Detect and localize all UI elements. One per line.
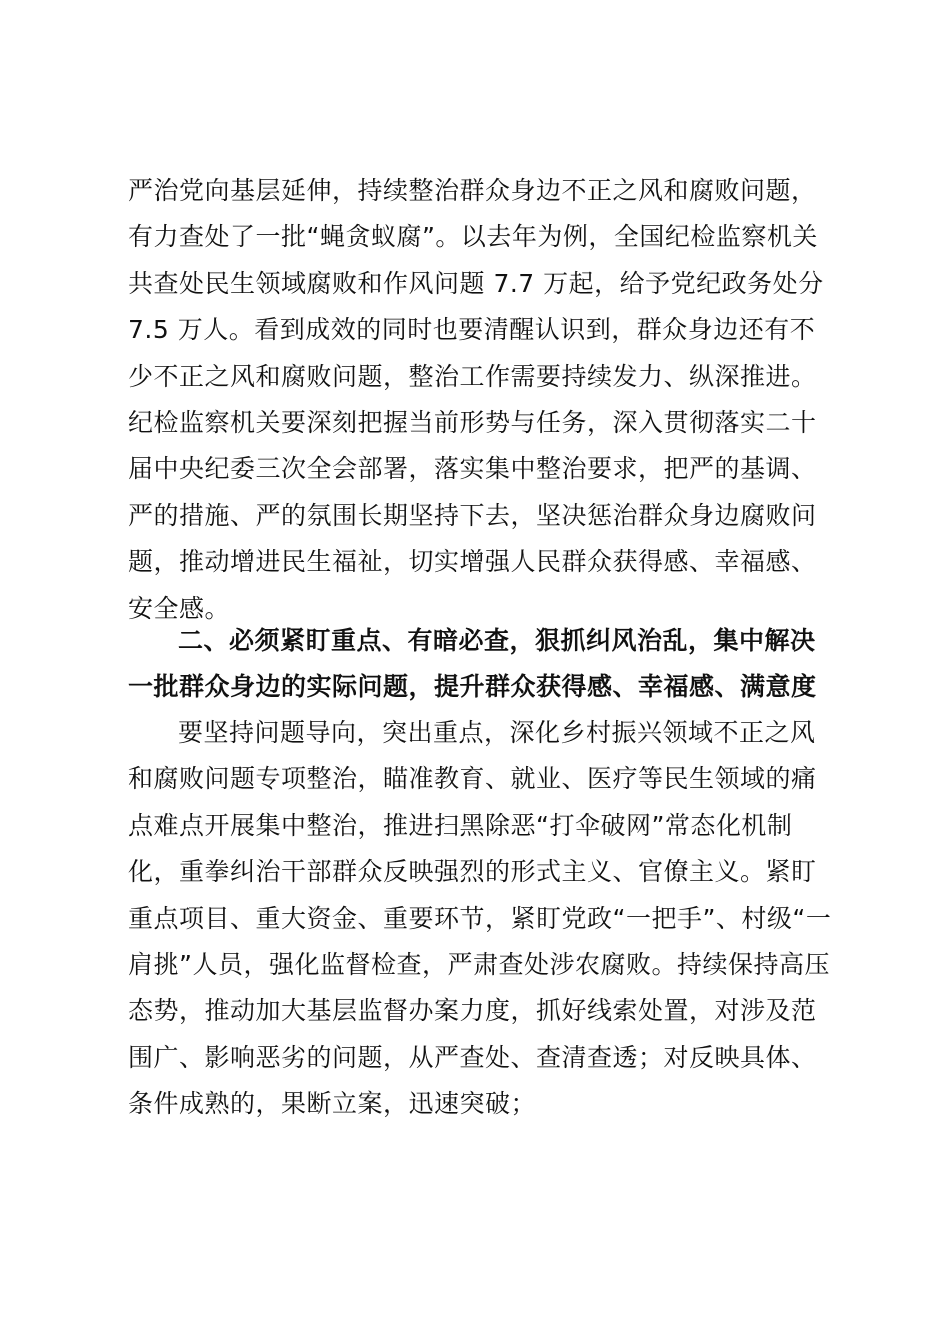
text-line: 题，推动增进民生福祉，切实增强人民群众获得感、幸福感、 [128, 547, 817, 577]
text-line: 严治党向基层延伸，持续整治群众身边不正之风和腐败问题， [128, 176, 817, 205]
text-line: 条件成熟的，果断立案，迅速突破； [128, 1089, 537, 1119]
text-line: 肩挑”人员，强化监督检查，严肃查处涉农腐败。持续保持高压 [128, 949, 830, 979]
text-line: 围广、影响恶劣的问题，从严查处、查清查透；对反映具体、 [128, 1042, 817, 1072]
text-line: 共查处民生领域腐败和作风问题 7.7 万起，给予党纪政务处分 [128, 268, 824, 298]
text-line: 有力查处了一批“蝇贪蚁腐”。以去年为例，全国纪检监察机关 [128, 222, 818, 252]
heading-line: 二、必须紧盯重点、有暗必查，狠抓纠风治乱，集中解决 [178, 626, 816, 655]
text-line: 重点项目、重大资金、重要环节，紧盯党政“一把手”、村级“一 [128, 903, 832, 933]
text-line: 7.5 万人。看到成效的同时也要清醒认识到，群众身边还有不 [128, 315, 816, 345]
text-line: 少不正之风和腐败问题，整治工作需要持续发力、纵深推进。 [128, 361, 817, 391]
text-line: 化，重拳纠治干部群众反映强烈的形式主义、官僚主义。紧盯 [128, 857, 817, 887]
text-line: 届中央纪委三次全会部署，落实集中整治要求，把严的基调、 [128, 454, 817, 484]
text-line: 要坚持问题导向，突出重点，深化乡村振兴领域不正之风 [178, 718, 816, 747]
text-line: 和腐败问题专项整治，瞄准教育、就业、医疗等民生领域的痛 [128, 764, 817, 794]
text-line: 纪检监察机关要深刻把握当前形势与任务，深入贯彻落实二十 [128, 407, 817, 437]
paragraph-body [128, 710, 838, 1128]
text-line: 严的措施、严的氛围长期坚持下去，坚决惩治群众身边腐败问 [128, 500, 817, 530]
paragraph-intro [128, 168, 838, 632]
heading-line: 一批群众身边的实际问题，提升群众获得感、幸福感、满意度 [128, 672, 817, 702]
text-line: 点难点开展集中整治，推进扫黑除恶“打伞破网”常态化机制 [128, 810, 793, 840]
text-line: 态势，推动加大基层监督办案力度，抓好线索处置，对涉及范 [128, 996, 817, 1026]
section-heading [128, 618, 838, 711]
text-line: 安全感。 [128, 593, 231, 623]
